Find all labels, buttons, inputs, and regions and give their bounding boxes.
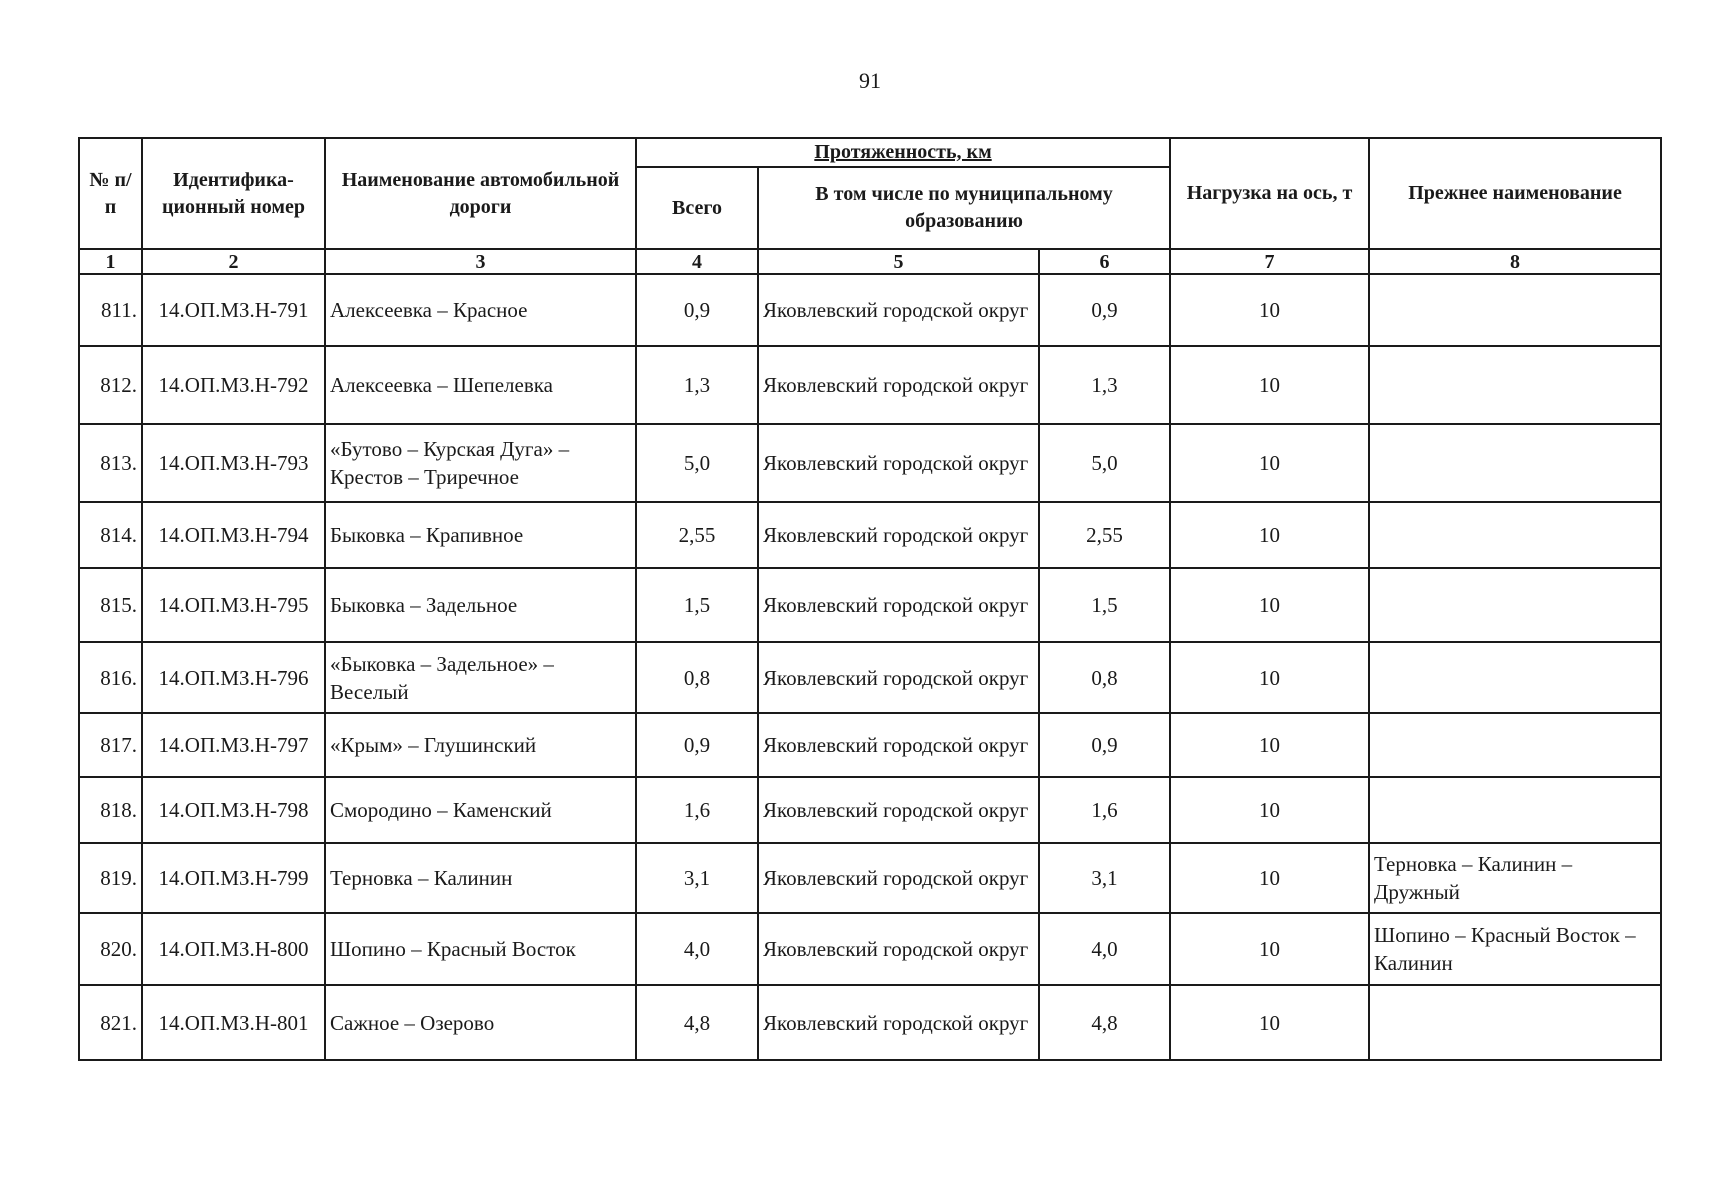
table-row — [79, 843, 1661, 913]
municipal-length: 1,5 — [1039, 568, 1170, 642]
table-row — [79, 424, 1661, 502]
total-length: 2,55 — [636, 502, 758, 568]
municipality: Яковлевский городской округ — [758, 346, 1039, 424]
municipal-length: 4,0 — [1039, 913, 1170, 985]
row-number: 819. — [79, 843, 142, 913]
row-number: 821. — [79, 985, 142, 1060]
row-number: 812. — [79, 346, 142, 424]
axle-load: 10 — [1170, 642, 1369, 713]
axle-load: 10 — [1170, 843, 1369, 913]
municipality: Яковлевский городской округ — [758, 274, 1039, 346]
row-number: 816. — [79, 642, 142, 713]
column-number: 8 — [1369, 249, 1661, 274]
column-number: 1 — [79, 249, 142, 274]
total-length: 1,5 — [636, 568, 758, 642]
road-name: «Быковка – Задельное» – Веселый — [325, 642, 636, 713]
header-including: В том числе по муниципальному образованию — [758, 167, 1170, 249]
road-name: Алексеевка – Шепелевка — [325, 346, 636, 424]
road-id: 14.ОП.МЗ.Н-801 — [142, 985, 325, 1060]
municipality: Яковлевский городской округ — [758, 985, 1039, 1060]
header-id: Идентифика-ционный номер — [142, 138, 325, 249]
row-number: 820. — [79, 913, 142, 985]
municipal-length: 1,6 — [1039, 777, 1170, 843]
road-id: 14.ОП.МЗ.Н-793 — [142, 424, 325, 502]
table-row — [79, 502, 1661, 568]
municipal-length: 0,9 — [1039, 274, 1170, 346]
row-number: 811. — [79, 274, 142, 346]
total-length: 1,3 — [636, 346, 758, 424]
column-number-row — [79, 249, 1661, 274]
axle-load: 10 — [1170, 502, 1369, 568]
total-length: 1,6 — [636, 777, 758, 843]
previous-name — [1369, 346, 1661, 424]
table-row — [79, 568, 1661, 642]
header-length-group: Протяженность, км — [636, 138, 1170, 167]
previous-name — [1369, 777, 1661, 843]
road-name: Терновка – Калинин — [325, 843, 636, 913]
axle-load: 10 — [1170, 274, 1369, 346]
roads-table — [78, 137, 1662, 1061]
axle-load: 10 — [1170, 346, 1369, 424]
table-row — [79, 346, 1661, 424]
municipal-length: 4,8 — [1039, 985, 1170, 1060]
road-name: Шопино – Красный Восток — [325, 913, 636, 985]
table-row — [79, 913, 1661, 985]
row-number: 813. — [79, 424, 142, 502]
road-name: Алексеевка – Красное — [325, 274, 636, 346]
column-number: 3 — [325, 249, 636, 274]
total-length: 0,8 — [636, 642, 758, 713]
previous-name — [1369, 642, 1661, 713]
road-id: 14.ОП.МЗ.Н-796 — [142, 642, 325, 713]
previous-name: Шопино – Красный Восток – Калинин — [1369, 913, 1661, 985]
row-number: 815. — [79, 568, 142, 642]
axle-load: 10 — [1170, 568, 1369, 642]
road-name: Сажное – Озерово — [325, 985, 636, 1060]
table-row — [79, 274, 1661, 346]
road-name: «Бутово – Курская Дуга» – Крестов – Триречное — [325, 424, 636, 502]
municipality: Яковлевский городской округ — [758, 502, 1039, 568]
municipality: Яковлевский городской округ — [758, 913, 1039, 985]
previous-name — [1369, 985, 1661, 1060]
total-length: 5,0 — [636, 424, 758, 502]
header-total: Всего — [636, 167, 758, 249]
axle-load: 10 — [1170, 985, 1369, 1060]
road-id: 14.ОП.МЗ.Н-800 — [142, 913, 325, 985]
municipal-length: 3,1 — [1039, 843, 1170, 913]
column-number: 6 — [1039, 249, 1170, 274]
municipal-length: 5,0 — [1039, 424, 1170, 502]
header-previous: Прежнее наименование — [1369, 138, 1661, 249]
axle-load: 10 — [1170, 713, 1369, 777]
municipality: Яковлевский городской округ — [758, 843, 1039, 913]
table-row — [79, 777, 1661, 843]
municipality: Яковлевский городской округ — [758, 777, 1039, 843]
header-num: № п/п — [79, 138, 142, 249]
road-id: 14.ОП.МЗ.Н-798 — [142, 777, 325, 843]
column-number: 5 — [758, 249, 1039, 274]
row-number: 818. — [79, 777, 142, 843]
municipality: Яковлевский городской округ — [758, 424, 1039, 502]
total-length: 0,9 — [636, 713, 758, 777]
header-load: Нагрузка на ось, т — [1170, 138, 1369, 249]
road-id: 14.ОП.МЗ.Н-799 — [142, 843, 325, 913]
total-length: 4,0 — [636, 913, 758, 985]
column-number: 2 — [142, 249, 325, 274]
municipality: Яковлевский городской округ — [758, 568, 1039, 642]
axle-load: 10 — [1170, 424, 1369, 502]
municipal-length: 0,9 — [1039, 713, 1170, 777]
previous-name — [1369, 713, 1661, 777]
road-name: Быковка – Задельное — [325, 568, 636, 642]
road-id: 14.ОП.МЗ.Н-797 — [142, 713, 325, 777]
road-id: 14.ОП.МЗ.Н-795 — [142, 568, 325, 642]
table-body — [79, 274, 1661, 1060]
previous-name — [1369, 502, 1661, 568]
total-length: 0,9 — [636, 274, 758, 346]
axle-load: 10 — [1170, 913, 1369, 985]
municipal-length: 1,3 — [1039, 346, 1170, 424]
municipality: Яковлевский городской округ — [758, 642, 1039, 713]
previous-name — [1369, 568, 1661, 642]
previous-name: Терновка – Калинин – Дружный — [1369, 843, 1661, 913]
road-id: 14.ОП.МЗ.Н-794 — [142, 502, 325, 568]
row-number: 814. — [79, 502, 142, 568]
row-number: 817. — [79, 713, 142, 777]
previous-name — [1369, 274, 1661, 346]
axle-load: 10 — [1170, 777, 1369, 843]
road-id: 14.ОП.МЗ.Н-791 — [142, 274, 325, 346]
road-name: Быковка – Крапивное — [325, 502, 636, 568]
total-length: 3,1 — [636, 843, 758, 913]
municipal-length: 0,8 — [1039, 642, 1170, 713]
table-row — [79, 642, 1661, 713]
total-length: 4,8 — [636, 985, 758, 1060]
page-number: 91 — [859, 68, 881, 93]
table-row — [79, 713, 1661, 777]
previous-name — [1369, 424, 1661, 502]
table-row — [79, 985, 1661, 1060]
road-id: 14.ОП.МЗ.Н-792 — [142, 346, 325, 424]
header-name: Наименование автомобильной дороги — [325, 138, 636, 249]
column-number: 7 — [1170, 249, 1369, 274]
road-name: «Крым» – Глушинский — [325, 713, 636, 777]
municipal-length: 2,55 — [1039, 502, 1170, 568]
municipality: Яковлевский городской округ — [758, 713, 1039, 777]
road-name: Смородино – Каменский — [325, 777, 636, 843]
column-number: 4 — [636, 249, 758, 274]
